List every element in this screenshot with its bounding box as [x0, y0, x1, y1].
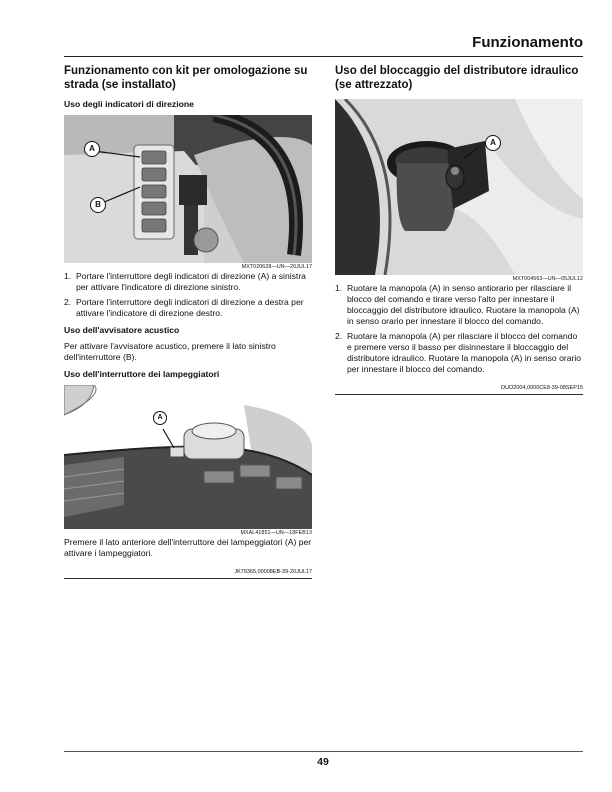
- figure-hazard-switch: [64, 385, 312, 529]
- reference-code: OUO2004,0000CE8-39-08SEP15: [500, 385, 583, 391]
- valve-lock-steps: [335, 283, 583, 375]
- figure-caption: MXT004563—UN—05JUL12: [512, 276, 583, 282]
- section-heading-valve-lock: Uso del bloccaggio del distributore idraulico (se attrezzato): [335, 65, 579, 91]
- callout-a: A: [485, 135, 501, 151]
- list-item: 1. Ruotare la manopola (A) in senso antiorario per rilasciare il blocco del comando e tirare verso l'alto per innestare il bloccaggio del distributore idraulico. Ruotare la manopola (A) in senso orario per innestare il blocco del comando.: [335, 283, 580, 326]
- hazard-text: Premere il lato anteriore dell'interruttore dei lampeggiatori (A) per attivare i lampeggiatori.: [64, 537, 312, 558]
- section-end-rule: [335, 394, 583, 395]
- section-heading-road-kit: Funzionamento con kit per omologazione su strada (se installato): [64, 65, 308, 91]
- figure-caption: MXT020628—UN—20JUL17: [241, 264, 312, 270]
- list-item: 1. Portare l'interruttore degli indicatori di direzione (A) a sinistra per attivare l'indicatore di direzione sinistro.: [64, 271, 306, 292]
- subheading-turn-signals: Uso degli indicatori di direzione: [64, 99, 194, 109]
- horn-text: Per attivare l'avvisatore acustico, premere il lato sinistro dell'interruttore (B).: [64, 341, 276, 362]
- turn-signal-steps: [64, 271, 312, 319]
- subheading-hazard: Uso dell'interruttore dei lampeggiatori: [64, 369, 220, 379]
- figure-turn-signal-switches: [64, 115, 312, 263]
- callout-b: B: [90, 197, 106, 213]
- reference-code: JK79365,00008EB-39-20JUL17: [234, 569, 312, 575]
- left-column: [64, 64, 312, 579]
- right-column: [335, 64, 583, 395]
- title-rule: [64, 56, 583, 57]
- list-item: 2. Portare l'interruttore degli indicatori di direzione a destra per attivare l'indicatore di direzione destro.: [64, 297, 304, 318]
- list-item: 2. Ruotare la manopola (A) per rilasciare il blocco del comando e premere verso il basso per disinnestare il bloccaggio del distributore idraulico. Ruotare la manopola (A) in senso orario per innestare il blocco del comando.: [335, 331, 582, 374]
- footer-rule: [64, 751, 583, 752]
- page-title: Funzionamento: [472, 34, 583, 51]
- page-number: 49: [317, 756, 329, 768]
- subheading-horn: Uso dell'avvisatore acustico: [64, 325, 180, 335]
- callout-a: A: [153, 411, 167, 425]
- figure-caption: MXAL41851—UN—18FEB13: [240, 530, 312, 536]
- section-end-rule: [64, 578, 312, 579]
- figure-valve-lock-knob: [335, 99, 583, 275]
- callout-a: A: [84, 141, 100, 157]
